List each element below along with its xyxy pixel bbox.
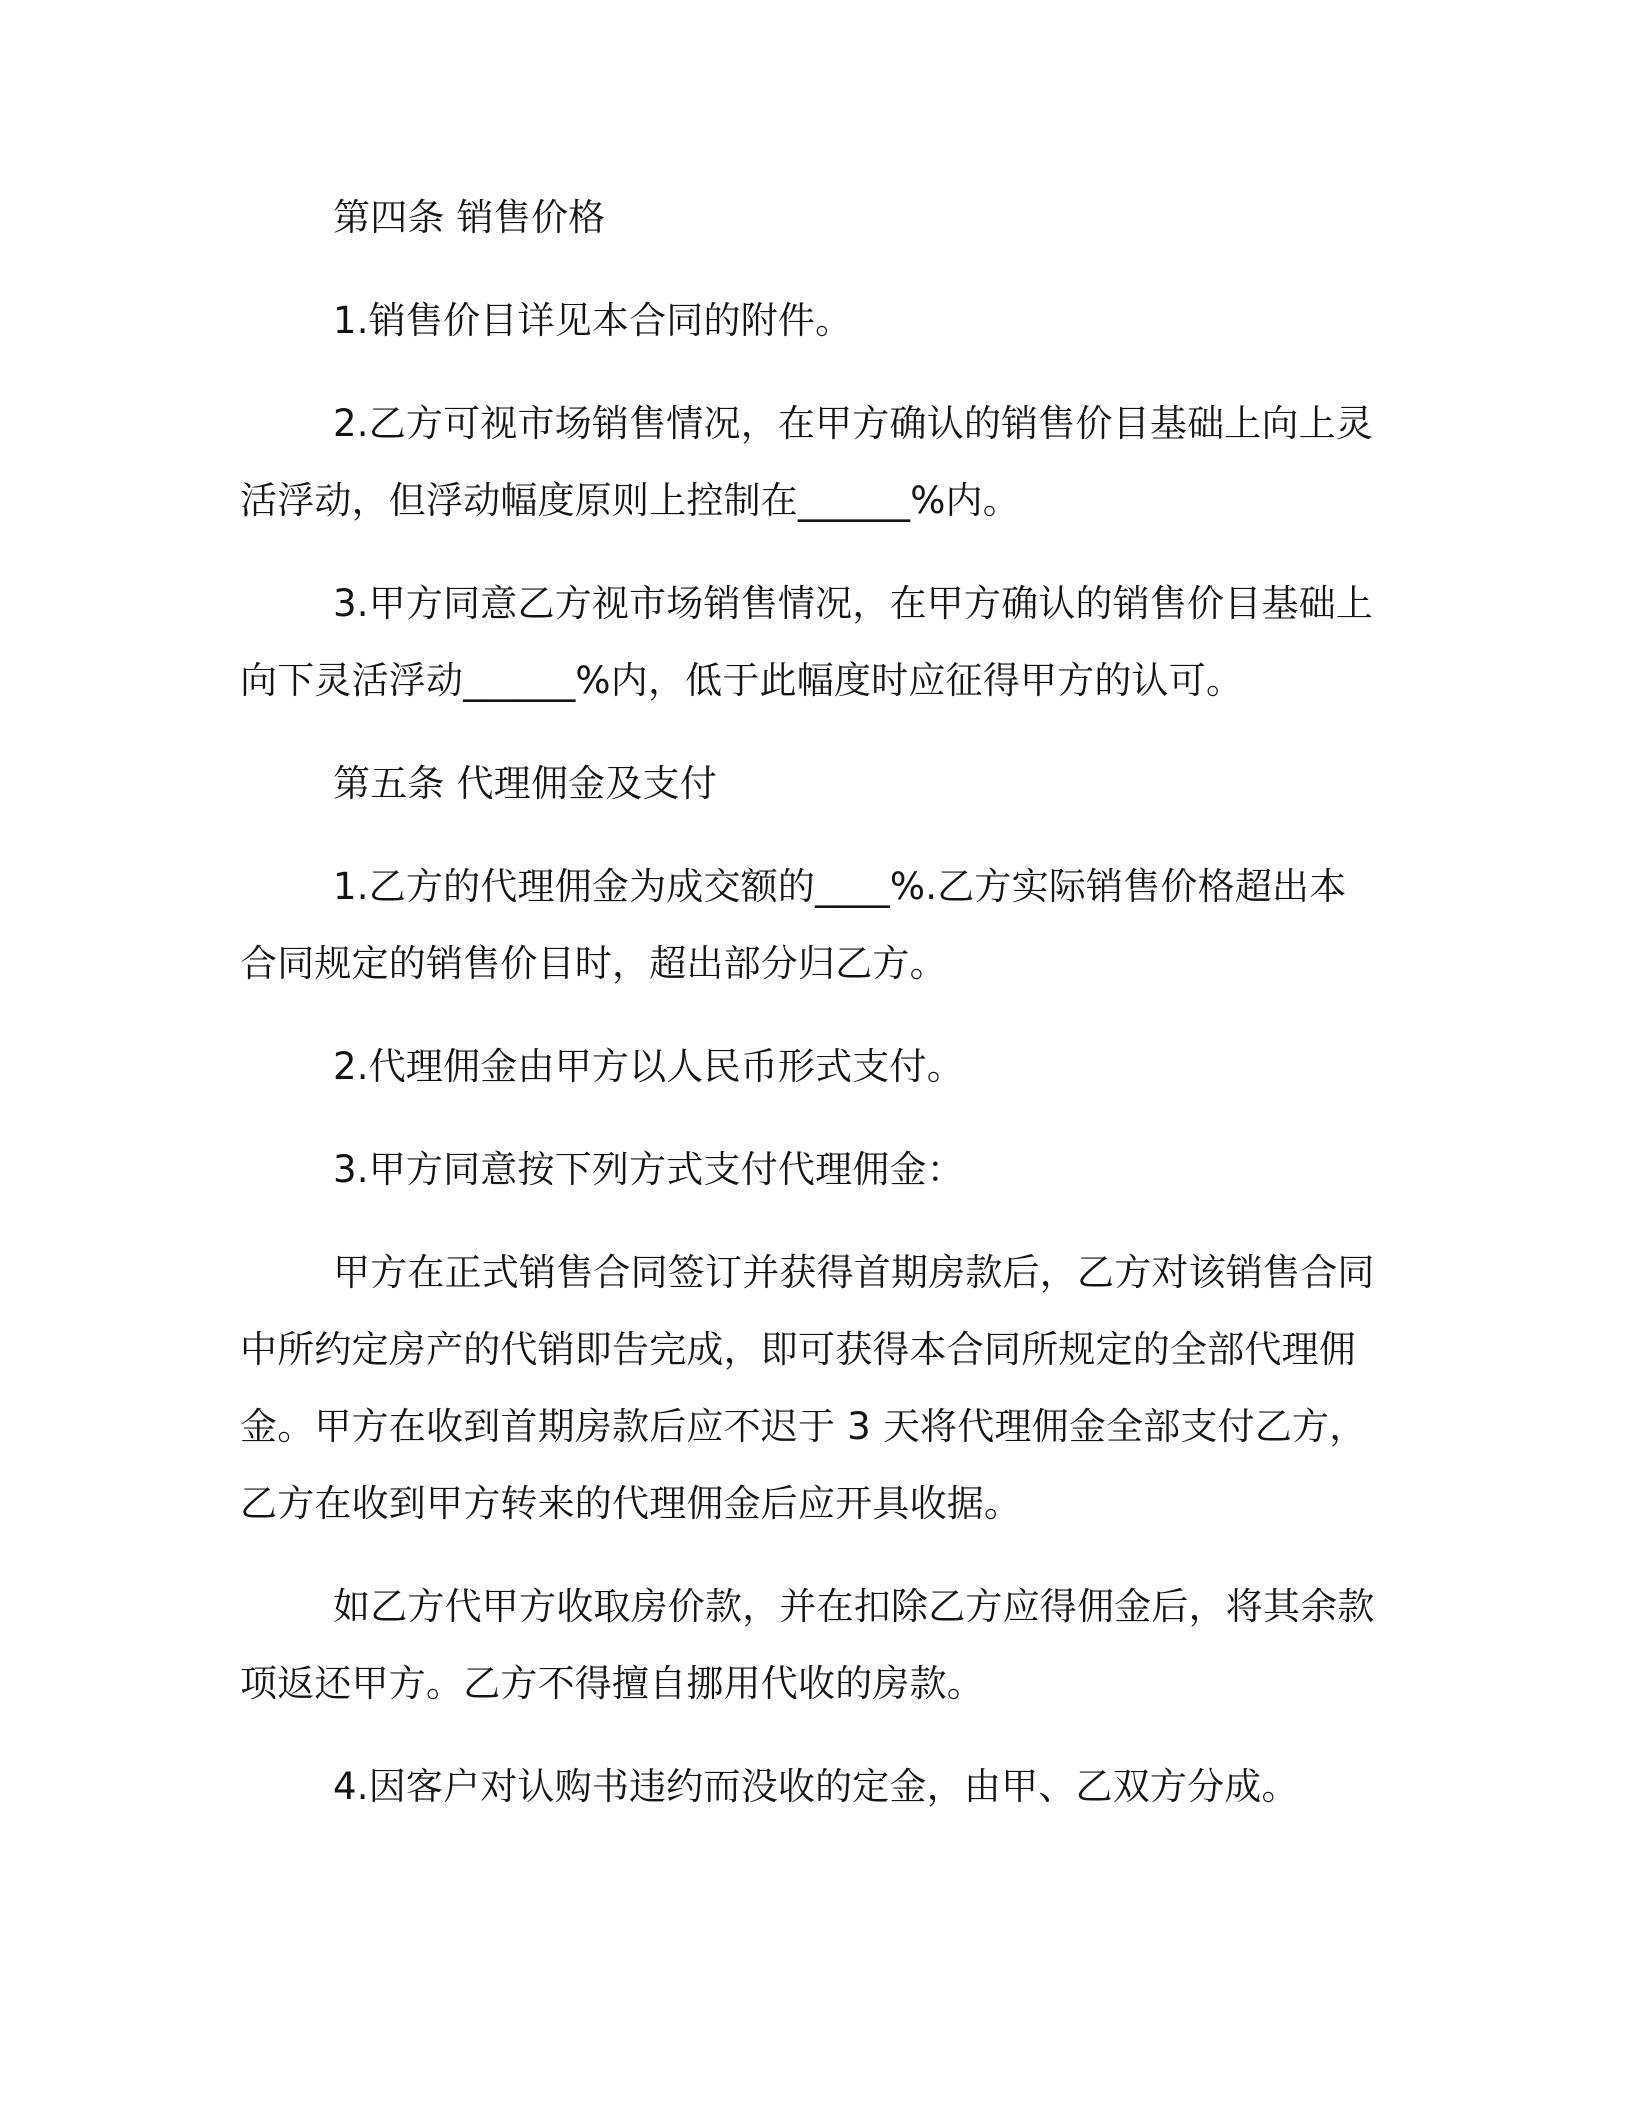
paragraph-line: 乙方在收到甲方转来的代理佣金后应开具收据。 (240, 1482, 1022, 1525)
paragraph-5-1 (240, 848, 1380, 1002)
paragraph-line: 2.乙方可视市场销售情况，在甲方确认的销售价目基础上向上灵 (333, 402, 1374, 445)
paragraph-line: 向下灵活浮动______%内，低于此幅度时应征得甲方的认可。 (240, 659, 1244, 702)
paragraph-line: 如乙方代甲方收取房价款，并在扣除乙方应得佣金后，将其余款 (333, 1585, 1375, 1628)
paragraph-line: 4.因客户对认购书违约而没收的定金，由甲、乙双方分成。 (333, 1765, 1299, 1808)
paragraph-5-2 (240, 1028, 1380, 1105)
paragraph-line: 活浮动，但浮动幅度原则上控制在______%内。 (240, 479, 1020, 522)
paragraph-line: 2.代理佣金由甲方以人民币形式支付。 (333, 1045, 964, 1088)
paragraph-line: 甲方在正式销售合同签订并获得首期房款后，乙方对该销售合同 (333, 1251, 1375, 1294)
paragraph-line: 3.甲方同意乙方视市场销售情况，在甲方确认的销售价目基础上 (333, 582, 1374, 625)
heading-line: 第四条 销售价格 (333, 196, 606, 239)
paragraph-line: 3.甲方同意按下列方式支付代理佣金： (333, 1148, 964, 1191)
paragraph-4-2 (240, 385, 1380, 539)
paragraph-4-1 (240, 282, 1380, 359)
heading-line: 第五条 代理佣金及支付 (333, 762, 717, 805)
paragraph-line: 合同规定的销售价目时，超出部分归乙方。 (240, 942, 947, 985)
section-heading-article-5 (240, 745, 1380, 822)
paragraph-5-3-detail (240, 1234, 1380, 1542)
paragraph-line: 项返还甲方。乙方不得擅自挪用代收的房款。 (240, 1662, 984, 1705)
paragraph-5-4 (240, 1748, 1380, 1825)
document-body (240, 179, 1380, 1851)
paragraph-4-3 (240, 565, 1380, 719)
paragraph-5-3-collection (240, 1568, 1380, 1722)
paragraph-5-3 (240, 1131, 1380, 1208)
paragraph-line: 1.销售价目详见本合同的附件。 (333, 299, 853, 342)
paragraph-line: 1.乙方的代理佣金为成交额的____%.乙方实际销售价格超出本 (333, 865, 1347, 908)
section-heading-article-4 (240, 179, 1380, 256)
paragraph-line: 中所约定房产的代销即告完成，即可获得本合同所规定的全部代理佣 (240, 1328, 1356, 1371)
paragraph-line: 金。甲方在收到首期房款后应不迟于 3 天将代理佣金全部支付乙方， (240, 1405, 1367, 1448)
